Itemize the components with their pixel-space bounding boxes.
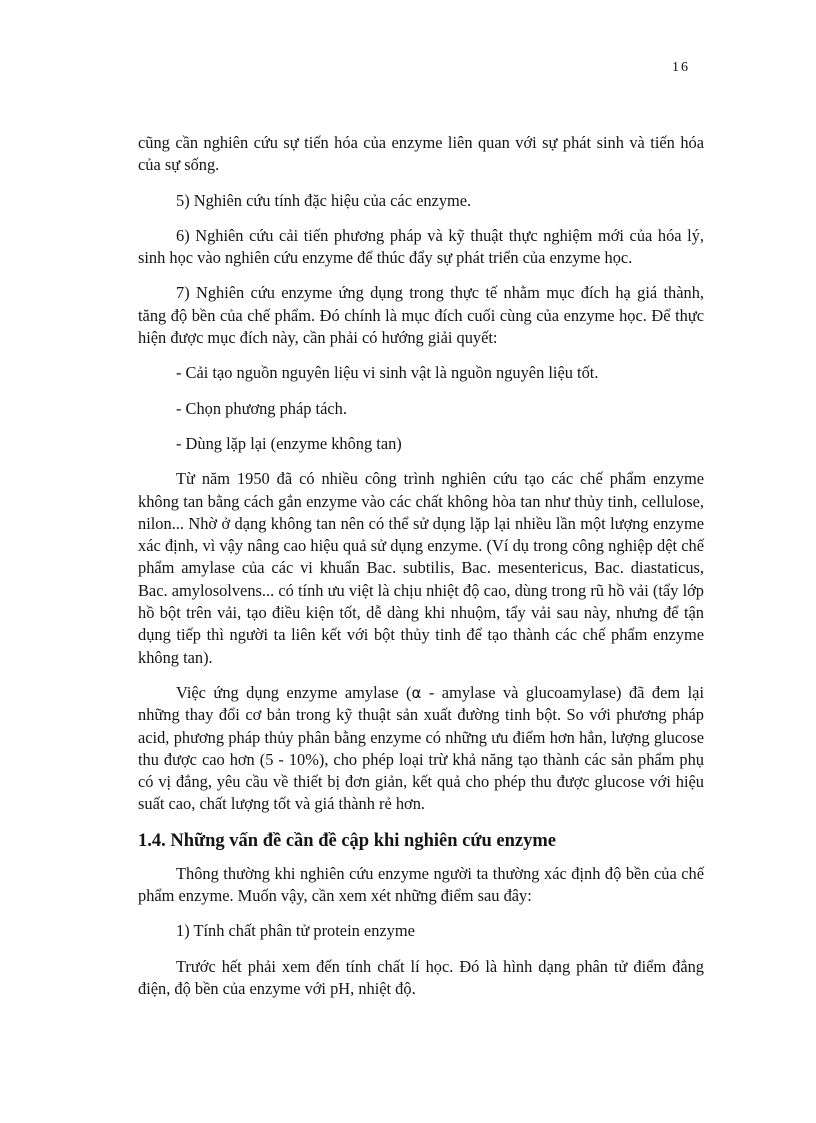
page-body: [138, 132, 704, 1013]
list-item-2: - Chọn phương pháp tách.: [176, 398, 347, 418]
list-item-1: - Cải tạo nguồn nguyên liệu vi sinh vật là nguồn nguyên liệu tốt.: [176, 363, 599, 383]
paragraph-item-6: 6) Nghiên cứu cải tiến phương pháp và kỹ thuật thực nghiệm mới của hóa lý, sinh học vào nghiên cứu enzyme để thúc đẩy sự phát triển của enzyme học.: [138, 225, 704, 268]
list-item-3: - Dùng lặp lại (enzyme không tan): [176, 433, 402, 453]
paragraph-item-5: 5) Nghiên cứu tính đặc hiệu của các enzyme.: [176, 190, 472, 210]
section-paragraph-1: Thông thường khi nghiên cứu enzyme người ta thường xác định độ bền của chế phẩm enzyme. Muốn vậy, cần xem xét những điểm sau đây:: [138, 863, 704, 906]
page-number: 16: [672, 60, 690, 75]
paragraph-amylase: [138, 682, 704, 816]
amylase-text-end: - amylase và glucoamylase) đã đem lại những thay đổi cơ bản trong kỹ thuật sản xuất đường tinh bột. So với phương pháp acid, phương pháp thủy phân bằng enzyme có những ưu điểm hơn hẳn, lượng glucose thu được cao hơn (5 - 10%), cho phép loại trừ khả năng tạo thành các sản phẩm phụ có vị đắng, yêu cầu về thiết bị đơn giản, kết quả cho phép thu được glucose với hiệu suất cao, chất lượng tốt và giá thành rẻ hơn.: [138, 682, 705, 814]
section-paragraph-3: Trước hết phải xem đến tính chất lí học. Đó là hình dạng phân tử điểm đẳng điện, độ bền của enzyme với pH, nhiệt độ.: [138, 956, 704, 998]
paragraph-immobilized-enzyme: Từ năm 1950 đã có nhiều công trình nghiên cứu tạo các chế phẩm enzyme không tan bằng cách gắn enzyme vào các chất không hòa tan như thủy tinh, cellulose, nilon... Nhờ ở dạng không tan nên có thể sử dụng lặp lại nhiều lần một lượng enzyme xác định, vì vậy nâng cao hiệu quả sử dụng enzyme. (Ví dụ trong công nghiệp dệt chế phẩm amylase của các vi khuẩn Bac. subtilis, Bac. mesentericus, Bac. diastaticus, Bac. amylosolvens... có tính ưu việt là chịu nhiệt độ cao, dùng trong rũ hồ vải (tẩy lớp hồ bột trên vải, tạo điều kiện tốt, dễ dàng khi nhuộm, tẩy vải sau này, nhưng để tận dụng tiếp thì người ta liên kết với bột thủy tinh để tạo thành các chế phẩm enzyme không tan).: [138, 469, 704, 667]
alpha-symbol: α: [411, 683, 422, 702]
paragraph-item-7: 7) Nghiên cứu enzyme ứng dụng trong thực tế nhằm mục đích hạ giá thành, tăng độ bền của chế phẩm. Đó chính là mục đích cuối cùng của enzyme học. Để thực hiện được mục đích này, cần phải có hướng giải quyết:: [138, 283, 704, 348]
section-paragraph-2: 1) Tính chất phân tử protein enzyme: [176, 921, 415, 941]
amylase-text-start: Việc ứng dụng enzyme amylase (: [176, 682, 412, 702]
section-heading: 1.4. Những vấn đề cần đề cập khi nghiên cứu enzyme: [138, 830, 556, 851]
paragraph-continuation: cũng cần nghiên cứu sự tiến hóa của enzyme liên quan với sự phát sinh và tiến hóa của sự sống.: [138, 133, 704, 175]
